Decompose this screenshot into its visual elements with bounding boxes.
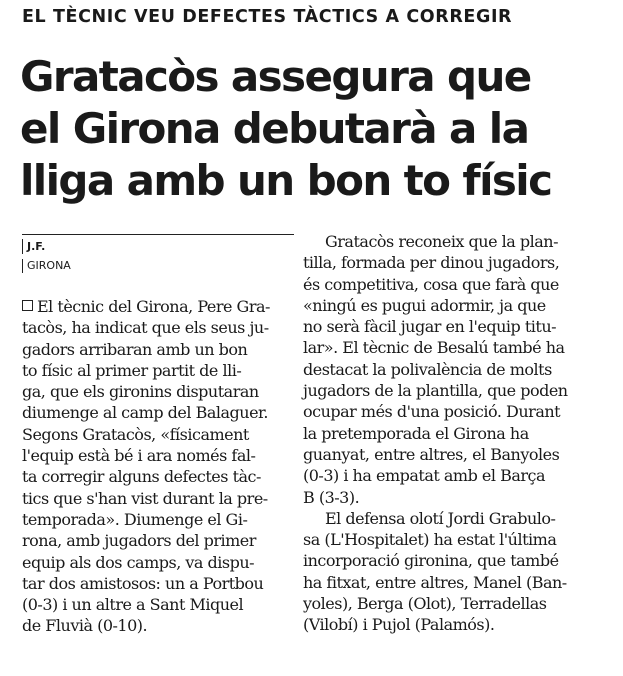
text-line: El defensa olotí Jordi Grabulo-	[325, 508, 556, 528]
text-line: l'equip està bé i ara només fal-	[22, 446, 256, 466]
headline-line: Gratacòs assegura que	[20, 52, 531, 101]
text-line: rona, amb jugadors del primer	[22, 531, 256, 551]
text-line: equip als dos camps, va dispu-	[22, 552, 255, 572]
text-line: jugadors de la plantilla, que poden	[303, 381, 568, 401]
text-line: tilla, formada per dinou jugadors,	[303, 253, 560, 273]
text-line: B (3-3).	[303, 487, 360, 507]
text-line: yoles), Berga (Olot), Terradellas	[303, 594, 547, 614]
text-line: tics que s'han vist durant la pre-	[22, 488, 268, 508]
text-line: no serà fàcil jugar en l'equip titu-	[303, 317, 557, 337]
text-line: tar dos amistosos: un a Portbou	[22, 573, 264, 593]
text-line: gadors arribaran amb un bon	[22, 339, 248, 359]
headline-line: lliga amb un bon to físic	[20, 156, 552, 205]
kicker: EL TÈCNIC VEU DEFECTES TÀCTICS A CORREGIR	[22, 7, 513, 27]
text-line: (0-3) i un altre a Sant Miquel	[22, 595, 244, 615]
text-line: diumenge al camp del Balaguer.	[22, 403, 269, 423]
text-line: la pretemporada el Girona ha	[303, 423, 529, 443]
text-line: El tècnic del Girona, Pere Gra-	[22, 296, 297, 317]
square-bullet-icon	[22, 300, 33, 311]
byline	[22, 234, 294, 273]
text-line: sa (L'Hospitalet) ha estat l'última	[303, 530, 557, 550]
text-line: (Vilobí) i Pujol (Palamós).	[303, 615, 495, 635]
text-line: ha fitxat, entre altres, Manel (Ban-	[303, 572, 567, 592]
text-line: ta corregir alguns defectes tàc-	[22, 467, 261, 487]
text-line: tacòs, ha indicat que els seus ju-	[22, 318, 269, 338]
text-line: Segons Gratacòs, «físicament	[22, 424, 249, 444]
text-line: guanyat, entre altres, el Banyoles	[303, 444, 560, 464]
text-line: és competitiva, cosa que farà que	[303, 274, 559, 294]
text-line: lar». El tècnic de Besalú també ha	[303, 338, 565, 358]
byline-author: J.F.	[22, 239, 294, 254]
text-line: (0-3) i ha empatat amb el Barça	[303, 466, 546, 486]
text-line: ga, que els gironins disputaran	[22, 382, 259, 402]
text-line: temporada». Diumenge el Gi-	[22, 509, 248, 529]
article-right-column	[303, 231, 603, 636]
article-left-column	[22, 296, 297, 637]
text-line: to físic al primer partit de lli-	[22, 360, 242, 380]
byline-city: GIRONA	[22, 259, 294, 273]
headline	[20, 51, 620, 207]
text-line: de Fluvià (0-10).	[22, 616, 148, 636]
text-line: Gratacòs reconeix que la plan-	[325, 232, 558, 251]
text-line: «ningú es pugui adormir, ja que	[303, 295, 546, 315]
text-line: destacat la polivalència de molts	[303, 359, 552, 379]
headline-line: el Girona debutarà a la	[20, 104, 529, 153]
text-line: incorporació gironina, que també	[303, 551, 559, 571]
text-line: ocupar més d'una posició. Durant	[303, 402, 561, 422]
